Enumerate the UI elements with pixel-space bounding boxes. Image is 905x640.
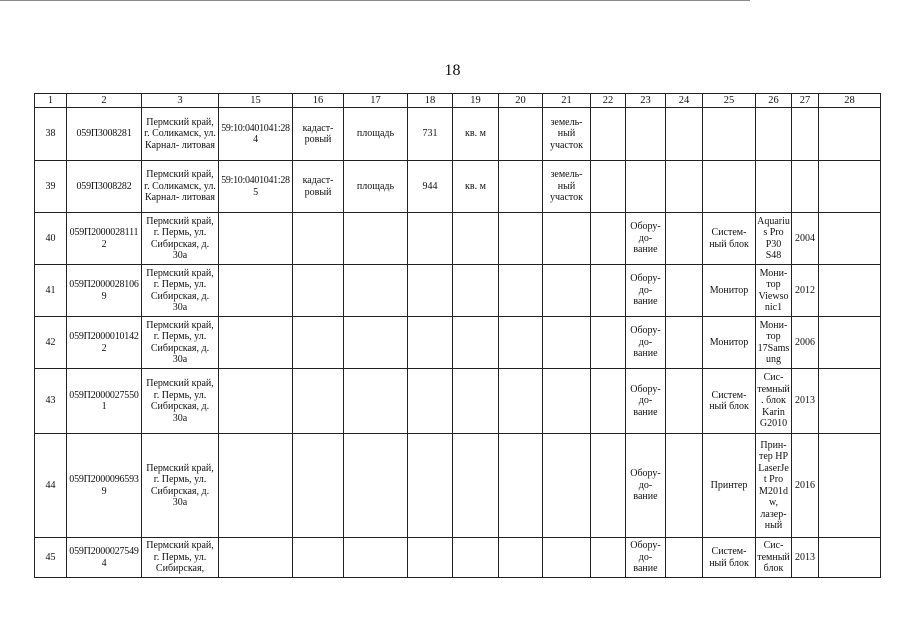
col-header: 19: [453, 94, 499, 108]
cell-19: кв. м: [453, 161, 499, 213]
cell-21: [543, 538, 591, 578]
cell-16: [293, 434, 344, 538]
col-header: 24: [666, 94, 703, 108]
col-header: 1: [35, 94, 67, 108]
registry-code: 059П20000965939: [67, 434, 142, 538]
cell-24: [666, 538, 703, 578]
row-number: 43: [35, 369, 67, 434]
row-number: 39: [35, 161, 67, 213]
cadastral-number: [219, 369, 293, 434]
row-number: 41: [35, 265, 67, 317]
col-header: 18: [408, 94, 453, 108]
cadastral-number: 59:10:0401041:285: [219, 161, 293, 213]
cell-19: [453, 317, 499, 369]
cell-23: Обору- до- вание: [626, 317, 666, 369]
cell-25: Принтер: [703, 434, 756, 538]
table-body: [35, 108, 881, 578]
cell-20: [499, 317, 543, 369]
address-cell: Пермский край, г. Пермь, ул. Сибирская,: [142, 538, 219, 578]
cell-20: [499, 213, 543, 265]
cell-28: [819, 161, 881, 213]
cell-21: [543, 434, 591, 538]
cell-23: Обору- до- вание: [626, 265, 666, 317]
cell-18: [408, 434, 453, 538]
cell-23: [626, 108, 666, 161]
row-number: 45: [35, 538, 67, 578]
cell-19: [453, 369, 499, 434]
col-header: 16: [293, 94, 344, 108]
cell-22: [591, 265, 626, 317]
cell-24: [666, 265, 703, 317]
cell-20: [499, 161, 543, 213]
cell-24: [666, 161, 703, 213]
cell-19: [453, 434, 499, 538]
cell-28: [819, 108, 881, 161]
cell-17: [344, 213, 408, 265]
cell-20: [499, 265, 543, 317]
cell-17: [344, 317, 408, 369]
cell-27: 2006: [792, 317, 819, 369]
cell-21: [543, 317, 591, 369]
cell-19: [453, 213, 499, 265]
cadastral-number: 59:10:0401041:284: [219, 108, 293, 161]
cell-28: [819, 265, 881, 317]
cell-28: [819, 538, 881, 578]
address-cell: Пермский край, г. Соликамск, ул. Карнал- литовая: [142, 161, 219, 213]
cell-24: [666, 369, 703, 434]
table-row: [35, 265, 881, 317]
cell-17: площадь: [344, 108, 408, 161]
address-cell: Пермский край, г. Пермь, ул. Сибирская, д. 30а: [142, 265, 219, 317]
cadastral-number: [219, 265, 293, 317]
table-row: [35, 538, 881, 578]
cell-24: [666, 108, 703, 161]
cell-27: 2004: [792, 213, 819, 265]
cell-26: Мони- тор Viewso nic1: [756, 265, 792, 317]
cell-22: [591, 369, 626, 434]
row-number: 42: [35, 317, 67, 369]
registry-code: 059П3008281: [67, 108, 142, 161]
cell-17: площадь: [344, 161, 408, 213]
cell-24: [666, 317, 703, 369]
cell-25: Монитор: [703, 265, 756, 317]
col-header: 23: [626, 94, 666, 108]
cell-21: [543, 369, 591, 434]
cell-26: Aquariu s Pro P30 S48: [756, 213, 792, 265]
col-header: 27: [792, 94, 819, 108]
cell-24: [666, 434, 703, 538]
cadastral-number: [219, 317, 293, 369]
cell-28: [819, 369, 881, 434]
cell-27: 2012: [792, 265, 819, 317]
cell-26: [756, 108, 792, 161]
registry-code: 059П20000101422: [67, 317, 142, 369]
row-number: 44: [35, 434, 67, 538]
cell-25: Систем- ный блок: [703, 369, 756, 434]
col-header: 2: [67, 94, 142, 108]
cell-16: [293, 538, 344, 578]
cell-24: [666, 213, 703, 265]
address-cell: Пермский край, г. Соликамск, ул. Карнал- литовая: [142, 108, 219, 161]
page-number: 18: [444, 62, 461, 79]
cell-20: [499, 538, 543, 578]
cell-23: Обору- до- вание: [626, 369, 666, 434]
col-header: 22: [591, 94, 626, 108]
cell-22: [591, 161, 626, 213]
address-cell: Пермский край, г. Пермь, ул. Сибирская, д. 30а: [142, 369, 219, 434]
cell-26: Прин- тер HP LaserJet Pro M201d w, лазер- ный: [756, 434, 792, 538]
table-row: [35, 317, 881, 369]
col-header: 17: [344, 94, 408, 108]
cell-26: Сис- темный. блок Karin G2010: [756, 369, 792, 434]
row-number: 40: [35, 213, 67, 265]
cell-27: 2016: [792, 434, 819, 538]
header-row: [35, 94, 881, 108]
cell-18: 944: [408, 161, 453, 213]
cell-25: [703, 108, 756, 161]
cell-26: [756, 161, 792, 213]
address-cell: Пермский край, г. Пермь, ул. Сибирская, д. 30а: [142, 213, 219, 265]
table-row: [35, 369, 881, 434]
cell-26: Мони- тор 17Sams ung: [756, 317, 792, 369]
cell-16: [293, 317, 344, 369]
cell-22: [591, 108, 626, 161]
top-rule: [0, 0, 750, 1]
cadastral-number: [219, 538, 293, 578]
col-header: 28: [819, 94, 881, 108]
table-row: [35, 213, 881, 265]
cell-17: [344, 369, 408, 434]
cell-22: [591, 213, 626, 265]
cell-22: [591, 434, 626, 538]
cell-21: [543, 213, 591, 265]
cell-18: [408, 317, 453, 369]
cell-27: 2013: [792, 538, 819, 578]
cell-19: [453, 265, 499, 317]
table-row: [35, 108, 881, 161]
cell-28: [819, 434, 881, 538]
registry-code: 059П20000275501: [67, 369, 142, 434]
cell-25: Монитор: [703, 317, 756, 369]
cell-22: [591, 538, 626, 578]
cell-21: земель- ный участок: [543, 108, 591, 161]
cell-28: [819, 317, 881, 369]
cadastral-number: [219, 434, 293, 538]
cell-18: 731: [408, 108, 453, 161]
cell-23: [626, 161, 666, 213]
cell-16: кадаст- ровый: [293, 108, 344, 161]
registry-code: 059П20000281112: [67, 213, 142, 265]
cell-21: [543, 265, 591, 317]
cell-16: кадаст- ровый: [293, 161, 344, 213]
cell-25: Систем- ный блок: [703, 538, 756, 578]
cell-16: [293, 369, 344, 434]
registry-code: 059П20000275494: [67, 538, 142, 578]
cell-16: [293, 213, 344, 265]
cell-27: 2013: [792, 369, 819, 434]
table-row: [35, 161, 881, 213]
cell-25: [703, 161, 756, 213]
cell-18: [408, 538, 453, 578]
cell-22: [591, 317, 626, 369]
cell-25: Систем- ный блок: [703, 213, 756, 265]
col-header: 25: [703, 94, 756, 108]
cell-19: кв. м: [453, 108, 499, 161]
cell-27: [792, 161, 819, 213]
table-row: [35, 434, 881, 538]
registry-code: 059П20000281069: [67, 265, 142, 317]
cell-23: Обору- до- вание: [626, 213, 666, 265]
cell-20: [499, 434, 543, 538]
col-header: 21: [543, 94, 591, 108]
cell-16: [293, 265, 344, 317]
cell-18: [408, 213, 453, 265]
col-header: 20: [499, 94, 543, 108]
cell-17: [344, 265, 408, 317]
col-header: 15: [219, 94, 293, 108]
cell-18: [408, 369, 453, 434]
cell-19: [453, 538, 499, 578]
cell-23: Обору- до- вание: [626, 434, 666, 538]
registry-table: [34, 93, 881, 578]
registry-code: 059П3008282: [67, 161, 142, 213]
cell-17: [344, 538, 408, 578]
address-cell: Пермский край, г. Пермь, ул. Сибирская, д. 30а: [142, 434, 219, 538]
cell-17: [344, 434, 408, 538]
cell-21: земель- ный участок: [543, 161, 591, 213]
cell-18: [408, 265, 453, 317]
col-header: 3: [142, 94, 219, 108]
cell-20: [499, 369, 543, 434]
cell-26: Сис- темный блок: [756, 538, 792, 578]
cell-28: [819, 213, 881, 265]
col-header: 26: [756, 94, 792, 108]
cell-20: [499, 108, 543, 161]
cell-23: Обору- до- вание: [626, 538, 666, 578]
address-cell: Пермский край, г. Пермь, ул. Сибирская, д. 30а: [142, 317, 219, 369]
row-number: 38: [35, 108, 67, 161]
cell-27: [792, 108, 819, 161]
cadastral-number: [219, 213, 293, 265]
